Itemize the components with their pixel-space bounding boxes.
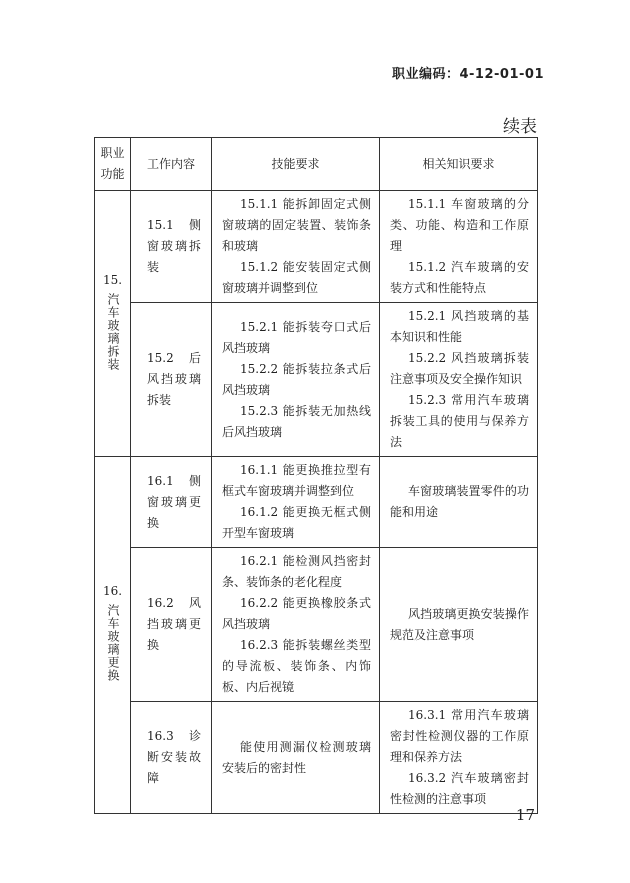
skill-item: 16.1.2 能更换无框式侧开型车窗玻璃 xyxy=(222,505,371,540)
skill-cell xyxy=(212,303,380,457)
occupation-code: 职业编码：4-12-01-01 xyxy=(391,67,544,82)
knowledge-item: 15.2.1 风挡玻璃的基本知识和性能 xyxy=(390,309,529,344)
function-number: 15. xyxy=(102,272,123,287)
knowledge-item: 15.2.2 风挡玻璃拆装注意事项及安全操作知识 xyxy=(390,351,529,386)
skill-item: 15.2.3 能拆装无加热线后风挡玻璃 xyxy=(222,403,371,439)
table-row xyxy=(95,191,538,303)
knowledge-item: 风挡玻璃更换安装操作规范及注意事项 xyxy=(390,606,529,642)
skills-table xyxy=(94,137,538,814)
table-row xyxy=(95,303,538,457)
work-content: 16.1 侧窗玻璃更换 xyxy=(131,457,212,548)
knowledge-cell xyxy=(380,303,538,457)
skill-item: 15.2.2 能拆装拉条式后风挡玻璃 xyxy=(222,361,371,397)
function-cell xyxy=(95,457,131,814)
skill-cell xyxy=(212,548,380,702)
skill-item: 16.2.1 能检测风挡密封条、装饰条的老化程度 xyxy=(222,554,371,589)
skill-item: 15.1.1 能拆卸固定式侧窗玻璃的固定装置、装饰条和玻璃 xyxy=(222,197,371,253)
skill-item: 15.2.1 能拆装夸口式后风挡玻璃 xyxy=(222,319,371,355)
continued-label: 续表 xyxy=(503,117,537,137)
skill-cell xyxy=(212,457,380,548)
knowledge-cell xyxy=(380,548,538,702)
page-number: 17 xyxy=(515,806,535,824)
skill-cell xyxy=(212,702,380,814)
function-cell xyxy=(95,191,131,457)
skill-item: 16.1.1 能更换推拉型有框式车窗玻璃并调整到位 xyxy=(222,463,371,498)
knowledge-item: 15.1.2 汽车玻璃的安装方式和性能特点 xyxy=(390,260,529,295)
knowledge-cell xyxy=(380,457,538,548)
knowledge-item: 15.1.1 车窗玻璃的分类、功能、构造和工作原理 xyxy=(390,197,529,253)
work-content: 15.2 后风挡玻璃拆装 xyxy=(131,303,212,457)
skill-item: 16.2.3 能拆装螺丝类型的导流板、装饰条、内饰板、内后视镜 xyxy=(222,638,371,694)
table-row xyxy=(95,548,538,702)
work-content: 16.2 风挡玻璃更换 xyxy=(131,548,212,702)
table-row xyxy=(95,457,538,548)
knowledge-item: 15.2.3 常用汽车玻璃拆装工具的使用与保养方法 xyxy=(390,393,529,449)
knowledge-cell xyxy=(380,702,538,814)
header-skills: 技能要求 xyxy=(212,138,380,191)
knowledge-cell xyxy=(380,191,538,303)
knowledge-item: 车窗玻璃装置零件的功能和用途 xyxy=(390,484,529,519)
table-header-row xyxy=(95,138,538,191)
table-row xyxy=(95,702,538,814)
function-name: 汽车玻璃更换 xyxy=(106,604,120,682)
header-knowledge: 相关知识要求 xyxy=(380,138,538,191)
skill-cell xyxy=(212,191,380,303)
function-name: 汽车玻璃拆装 xyxy=(106,292,120,371)
header-content: 工作内容 xyxy=(131,138,212,191)
skill-item: 16.2.2 能更换橡胶条式风挡玻璃 xyxy=(222,596,371,631)
work-content: 15.1 侧窗玻璃拆装 xyxy=(131,191,212,303)
knowledge-item: 16.3.1 常用汽车玻璃密封性检测仪器的工作原理和保养方法 xyxy=(390,708,529,764)
knowledge-item: 16.3.2 汽车玻璃密封性检测的注意事项 xyxy=(390,771,529,806)
header-function: 职业功能 xyxy=(95,138,131,191)
function-number: 16. xyxy=(102,584,123,598)
skill-item: 15.1.2 能安装固定式侧窗玻璃并调整到位 xyxy=(222,260,371,295)
skill-item: 能使用测漏仪检测玻璃安装后的密封性 xyxy=(222,739,371,775)
work-content: 16.3 诊断安装故障 xyxy=(131,702,212,814)
